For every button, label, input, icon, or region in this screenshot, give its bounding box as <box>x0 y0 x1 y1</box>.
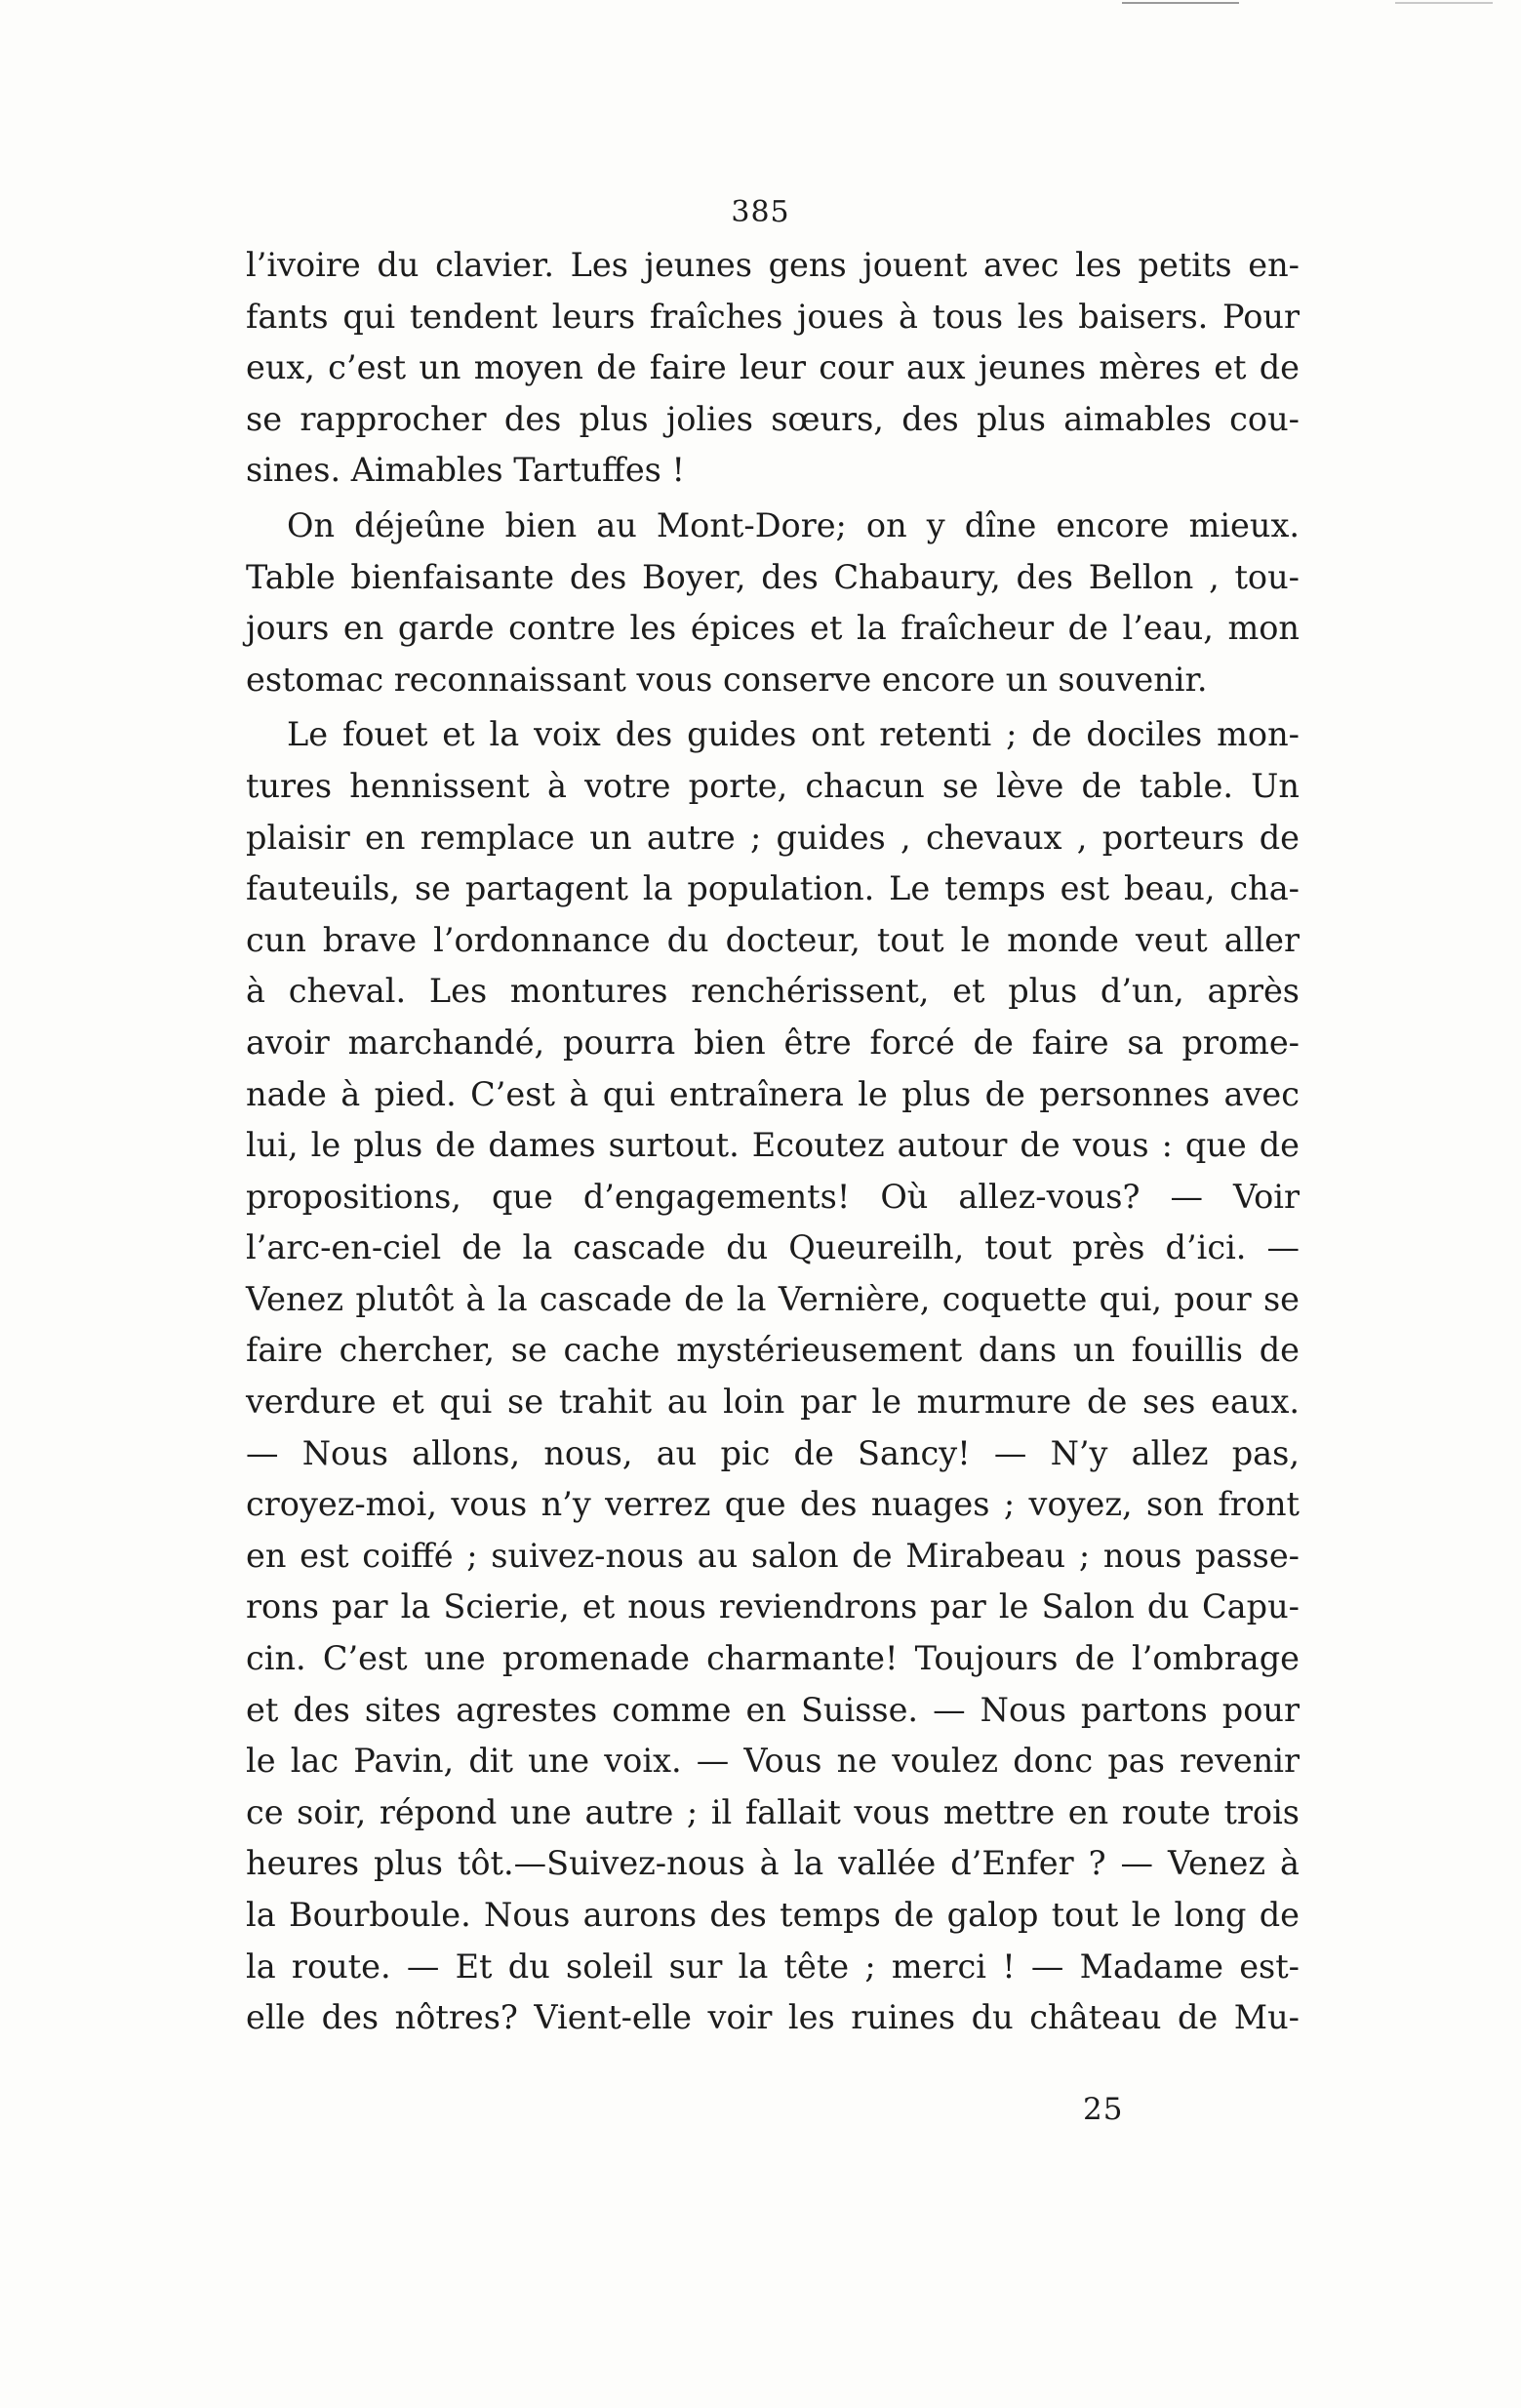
text-line: Table bienfaisante des Boyer, des Chabaury, des Bellon , tou- <box>246 557 1300 596</box>
text-line: sines. Aimables Tartuffes ! <box>246 451 685 490</box>
text-line: fants qui tendent leurs fraîches joues à tous les baisers. Pour <box>246 297 1300 336</box>
text-line: avoir marchandé, pourra bien être forcé de faire sa prome- <box>246 1023 1300 1062</box>
text-line: la route. — Et du soleil sur la tête ; merci ! — Madame est- <box>246 1946 1300 1986</box>
text-line: rons par la Scierie, et nous reviendrons par le Salon du Capu- <box>246 1587 1300 1626</box>
text-line: lui, le plus de dames surtout. Ecoutez autour de vous : que de <box>246 1126 1300 1165</box>
body-text <box>246 240 1300 2044</box>
text-line: et des sites agrestes comme en Suisse. — Nous partons pour <box>246 1690 1300 1729</box>
page-number: 385 <box>731 195 790 229</box>
text-line: fauteuils, se partagent la population. Le temps est beau, cha- <box>246 869 1300 908</box>
top-edge-rule-secondary <box>1395 2 1493 4</box>
text-line: cun brave l’ordonnance du docteur, tout le monde veut aller <box>246 920 1300 959</box>
text-line: estomac reconnaissant vous conserve encore un souvenir. <box>246 660 1208 699</box>
text-line: le lac Pavin, dit une voix. — Vous ne voulez donc pas revenir <box>246 1742 1300 1781</box>
top-edge-rule <box>1122 2 1239 4</box>
text-line: elle des nôtres? Vient-elle voir les ruines du château de Mu- <box>246 1998 1300 2037</box>
text-line: Venez plutôt à la cascade de la Vernière, coquette qui, pour se <box>246 1279 1300 1318</box>
text-line: l’arc-en-ciel de la cascade du Queureilh, tout près d’ici. — <box>246 1228 1300 1267</box>
text-line: la Bourboule. Nous aurons des temps de galop tout le long de <box>246 1896 1300 1934</box>
text-line: eux, c’est un moyen de faire leur cour aux jeunes mères et de <box>246 348 1300 387</box>
text-line: cin. C’est une promenade charmante! Toujours de l’ombrage <box>246 1639 1300 1678</box>
text-line: ce soir, répond une autre ; il fallait vous mettre en route trois <box>246 1792 1300 1831</box>
text-line: heures plus tôt.—Suivez-nous à la vallée d’Enfer ? — Venez à <box>246 1844 1300 1883</box>
text-line: en est coiffé ; suivez-nous au salon de Mirabeau ; nous passe- <box>246 1536 1300 1575</box>
text-line: faire chercher, se cache mystérieusement dans un fouillis de <box>246 1331 1300 1370</box>
text-line: jours en garde contre les épices et la fraîcheur de l’eau, mon <box>246 609 1300 648</box>
text-line: croyez-moi, vous n’y verrez que des nuages ; voyez, son front <box>246 1485 1300 1524</box>
text-line: tures hennissent à votre porte, chacun se lève de table. Un <box>246 766 1300 805</box>
text-line: se rapprocher des plus jolies sœurs, des plus aimables cou- <box>246 399 1300 438</box>
text-line: à cheval. Les montures renchérissent, et plus d’un, après <box>246 972 1300 1011</box>
signature-mark: 25 <box>1083 2092 1124 2127</box>
text-line: Le fouet et la voix des guides ont retenti ; de dociles mon- <box>287 715 1300 754</box>
text-line: — Nous allons, nous, au pic de Sancy! — N’y allez pas, <box>246 1433 1300 1472</box>
text-line: propositions, que d’engagements! Où allez-vous? — Voir <box>246 1177 1300 1216</box>
text-line: verdure et qui se trahit au loin par le murmure de ses eaux. <box>246 1383 1300 1422</box>
text-line: On déjeûne bien au Mont-Dore; on y dîne encore mieux. <box>287 505 1300 544</box>
text-line: plaisir en remplace un autre ; guides , chevaux , porteurs de <box>246 818 1300 857</box>
text-line: l’ivoire du clavier. Les jeunes gens jouent avec les petits en- <box>246 246 1300 284</box>
text-line: nade à pied. C’est à qui entraînera le plus de personnes avec <box>246 1074 1300 1113</box>
